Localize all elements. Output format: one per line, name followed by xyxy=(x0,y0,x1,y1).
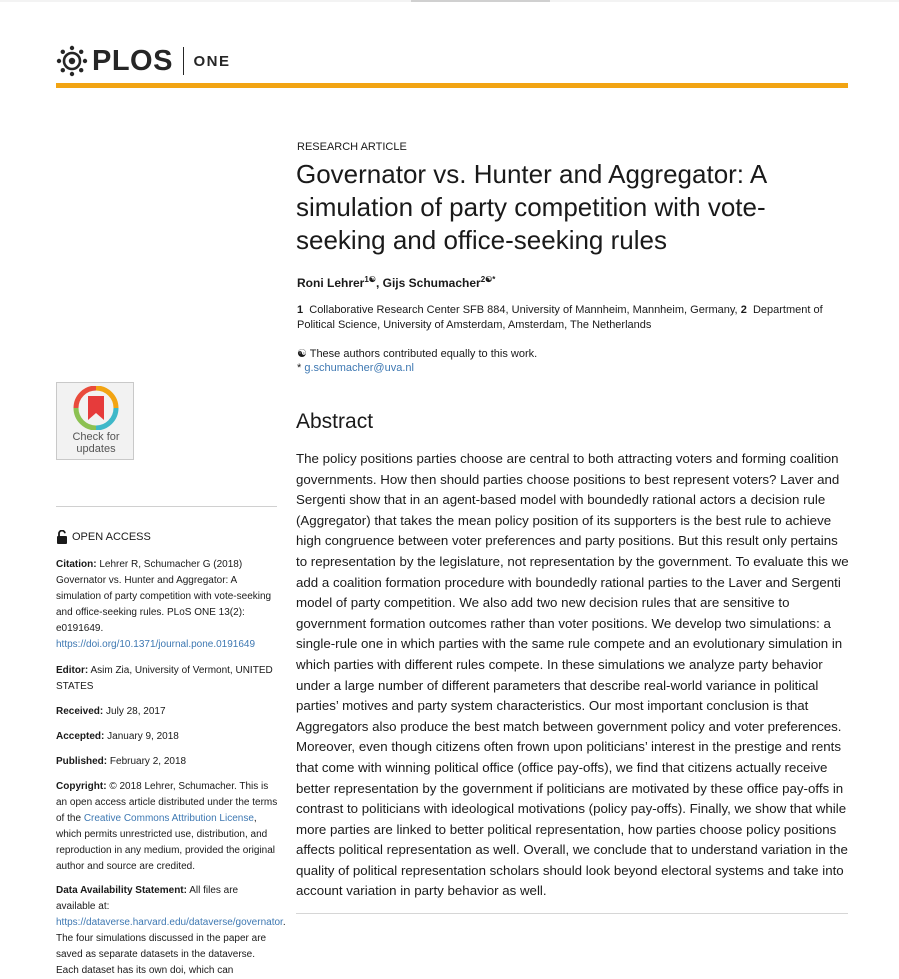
affiliations xyxy=(297,303,847,333)
editor-label: Editor: xyxy=(56,665,89,676)
editor-text: Asim Zia, University of Vermont, UNITED STATES xyxy=(56,665,273,692)
accepted-date: Accepted: January 9, 2018 xyxy=(56,731,179,742)
affiliation-number: 2 xyxy=(740,304,747,316)
dataverse-link[interactable]: https://dataverse.harvard.edu/dataverse/governator xyxy=(56,917,283,928)
license-link[interactable]: Creative Commons Attribution License xyxy=(83,813,254,824)
author-separator: , xyxy=(375,276,383,290)
copyright-label: Copyright: xyxy=(56,781,107,792)
viewer-scroll-indicator xyxy=(411,0,550,2)
affiliation-text: Collaborative Research Center SFB 884, University of Mannheim, Mannheim, Germany, xyxy=(309,304,738,316)
article-title: Governator vs. Hunter and Aggregator: A simulation of party competition with vote-seeking and office-seeking rules xyxy=(296,159,766,255)
logo-wordmark: PLOS xyxy=(92,44,173,77)
plos-sun-icon xyxy=(56,45,88,77)
viewer-top-bar xyxy=(0,0,899,2)
open-lock-icon xyxy=(56,530,68,544)
affiliation-text: Department of Political Science, University of Amsterdam, Amsterdam, The Netherlands xyxy=(297,304,823,331)
citation-label: Citation: xyxy=(56,559,97,570)
corresponding-marker: * xyxy=(297,362,302,374)
plos-one-logo[interactable] xyxy=(56,44,230,78)
abstract-text: The policy positions parties choose are central to both attracting voters and forming coalition governments. How then should parties choose positions to best represent voters? Laver and Sergenti show that in an agent-based model with boundedly rational actors a decision rule (Aggregator) that takes the mean policy position of its supporters is the best rule to achieve high congruence between voter preferences and party positions. But this result only pertains to representation by the legislature, not representation by the government. To evaluate this we add a coalition formation procedure with boundedly rational parties to the Laver and Sergenti model of party competition. We also add two new decision rules that are sensitive to government formation outcomes rather than voter positions. We develop two simulations: a single-rule one in which parties with the same rule compete and an evolutionary simulation in which parties with different rules compete. In these simulations we analyze party behavior under a large number of different parameters that describe real-world variance in political parties’ motives and party system characteristics. Our most important conclusion is that Aggregators also produce the best match between government policy and voter preferences. Moreover, even though citizens often frown upon politicians’ interest in the prestige and rents that come with winning political office (office pay-offs), we find that citizens actually receive better representation by the government if politicians are motivated by these office pay-offs in contrast to politicians with ideological motivations (policy pay-offs). Finally, we show that while more parties are linked to better political representation, how parties choose policy positions affects political representation as well. Overall, we conclude that to understand variation in the quality of political representation scholars should look beyond electoral systems and take into account variation in party behavior as well. xyxy=(296,451,849,899)
header-rule xyxy=(56,83,848,88)
open-access-label: OPEN ACCESS xyxy=(56,530,151,544)
check-for-updates-badge[interactable] xyxy=(56,382,134,460)
abstract-heading: Abstract xyxy=(296,410,374,433)
abstract-divider xyxy=(296,913,848,914)
author-list xyxy=(297,275,495,290)
email-link[interactable]: g.schumacher@uva.nl xyxy=(304,362,414,374)
corresponding-author xyxy=(297,361,414,376)
logo-divider xyxy=(183,47,185,75)
editor-block xyxy=(56,663,278,695)
affiliation-number: 1 xyxy=(297,304,304,316)
check-updates-label: Check for updates xyxy=(72,431,120,455)
bookmark-icon xyxy=(72,386,120,430)
copyright-block: Copyright: © 2018 Lehrer, Schumacher. This is an open access article distributed under the terms of the Creative Commons Attribution License, which permits unrestricted use, distribution, and reproduction in any medium, provided the original author and source are credited. xyxy=(56,781,278,872)
data-availability-block: Data Availability Statement: All files are available at: https://dataverse.harvard.edu/dataverse/governator. The four simulations discussed in the paper are saved as separate datasets in the dataverse. Each dataset has its own doi, which can xyxy=(56,885,286,976)
received-date: Received: July 28, 2017 xyxy=(56,706,166,717)
author-name[interactable]: Roni Lehrer xyxy=(297,276,365,290)
article-type: RESEARCH ARTICLE xyxy=(297,141,407,153)
doi-link[interactable]: https://doi.org/10.1371/journal.pone.0191649 xyxy=(56,639,256,650)
sidebar-divider xyxy=(56,506,277,507)
citation-block xyxy=(56,557,278,653)
author-affiliation-mark: 1☯ xyxy=(364,275,376,284)
published-date: Published: February 2, 2018 xyxy=(56,756,187,767)
citation-text: Lehrer R, Schumacher G (2018) Governator vs. Hunter and Aggregator: A simulation of party competition with vote-seeking and office-seeking rules. PLoS ONE 13(2): e0191649. xyxy=(56,559,272,634)
data-availability-label: Data Availability Statement: xyxy=(56,885,187,896)
equal-contribution-note: ☯ These authors contributed equally to this work. xyxy=(297,348,538,360)
author-affiliation-mark: 2☯* xyxy=(480,275,496,284)
author-name[interactable]: Gijs Schumacher xyxy=(382,276,481,290)
journal-name: ONE xyxy=(193,52,231,70)
